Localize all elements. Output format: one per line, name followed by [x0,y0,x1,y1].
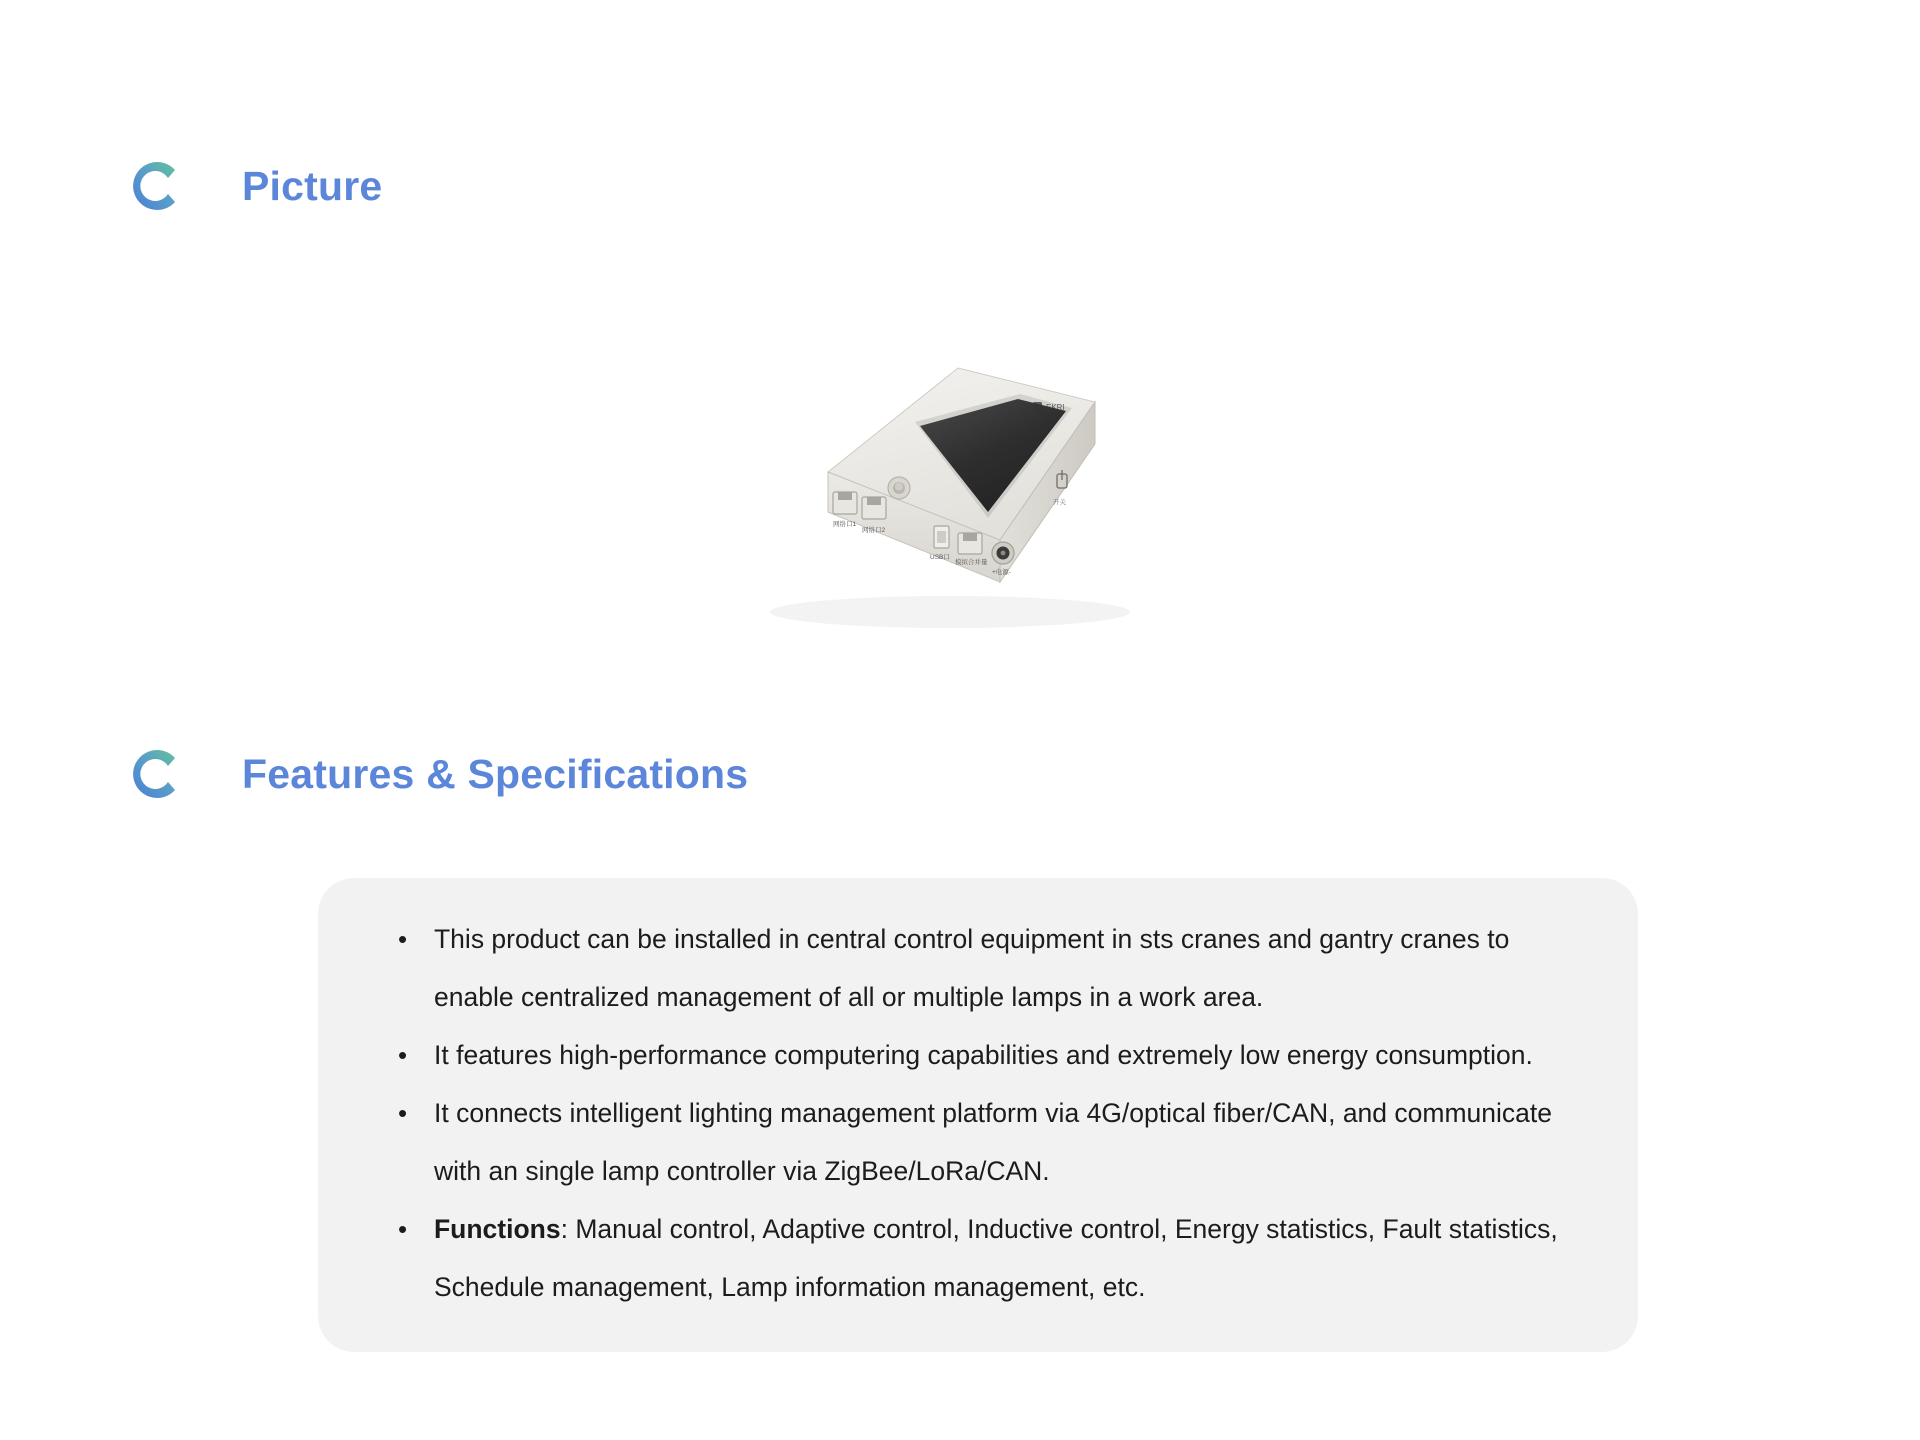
c-logo-icon [118,150,190,222]
product-photo [700,340,1200,650]
list-item-lead: Functions [434,1214,561,1244]
features-section-header [118,738,748,810]
picture-section-header [118,150,382,222]
bullet-marker: • [398,1098,408,1128]
list-item [376,910,1580,1026]
list-item [376,1200,1580,1316]
features-card [318,878,1638,1352]
svg-text:模拟合并量: 模拟合并量 [955,559,988,566]
list-item [376,1026,1580,1084]
svg-text:+电源-: +电源- [992,569,1011,576]
list-item [376,1084,1580,1200]
features-list [376,910,1580,1316]
list-item-text: This product can be installed in central control equipment in sts cranes and gantry cranes to enable centralized management of all or multiple lamps in a work area. [434,924,1510,1012]
list-item-text: It features high-performance computering capabilities and extremely low energy consumption. [434,1040,1533,1070]
bullet-marker: • [398,1214,408,1244]
bullet-marker: • [398,1040,408,1070]
list-item-text: It connects intelligent lighting management platform via 4G/optical fiber/CAN, and communicate with an single lamp controller via ZigBee/LoRa/CAN. [434,1098,1552,1186]
c-logo-icon [118,738,190,810]
bullet-marker: • [398,924,408,954]
svg-text:网络口2: 网络口2 [862,527,886,534]
list-item-text: : Manual control, Adaptive control, Inductive control, Energy statistics, Fault statistics, Schedule management, Lamp information management, etc. [434,1214,1558,1302]
svg-text:EKRI: EKRI [1046,403,1065,412]
svg-text:USB口: USB口 [930,554,950,561]
picture-section-title: Picture [242,162,383,209]
svg-text:网络口1: 网络口1 [833,521,857,528]
svg-text:开关: 开关 [1053,499,1066,506]
features-section-title: Features & Specifications [242,750,749,797]
